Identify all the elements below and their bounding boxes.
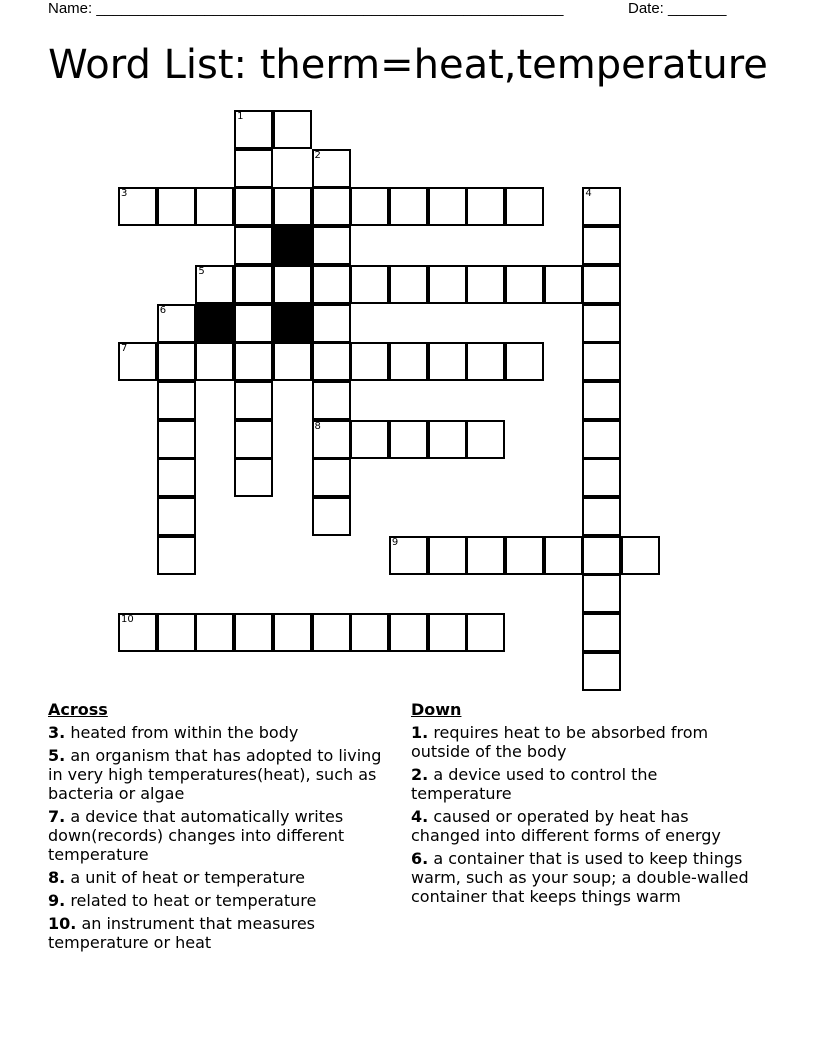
grid-cell[interactable] [505,265,544,304]
grid-cell[interactable] [234,149,273,188]
grid-cell[interactable] [273,342,312,381]
clue-number-label: 7 [121,343,128,355]
grid-cell[interactable] [312,149,351,188]
clue-text: a unit of heat or temperature [70,868,305,887]
grid-cell[interactable] [273,110,312,149]
grid-cell[interactable] [544,536,583,575]
grid-cell[interactable] [389,420,428,459]
clue-text: requires heat to be absorbed from outside of the body [411,723,709,761]
clue-number-label: 9 [391,536,399,548]
clue-across-5 [48,746,393,803]
down-heading: Down [411,700,462,719]
grid-cell[interactable] [157,458,196,497]
grid-black-cell [195,304,234,343]
grid-cell[interactable] [466,187,505,226]
grid-cell[interactable] [312,613,351,652]
clue-text: a device used to control the temperature [411,765,658,803]
grid-cell[interactable] [505,536,544,575]
clue-text: a device that automatically writes down(records) changes into different temperature [48,807,345,864]
clue-number: 5. [48,746,66,765]
across-heading: Across [48,700,108,719]
clue-number: 7. [48,807,66,826]
clue-number-label: 6 [159,304,167,316]
grid-cell[interactable] [466,613,505,652]
grid-cell[interactable] [389,613,428,652]
grid-cell[interactable] [582,652,621,691]
grid-cell[interactable] [234,458,273,497]
grid-cell[interactable] [428,613,467,652]
grid-cell[interactable] [157,613,196,652]
grid-cell[interactable] [312,497,351,536]
grid-cell[interactable] [234,381,273,420]
grid-cell[interactable] [157,420,196,459]
name-field[interactable]: Name: ________________________________________________________ [48,0,564,17]
clue-number: 2. [411,765,429,784]
grid-cell[interactable] [234,265,273,304]
clue-number-label: 2 [314,149,321,161]
grid-cell[interactable] [621,536,660,575]
grid-cell[interactable] [118,187,157,226]
clue-number-label: 5 [198,265,205,277]
grid-cell[interactable] [312,342,351,381]
grid-cell[interactable] [466,342,505,381]
clue-number-label: 8 [314,420,321,432]
clue-across-9 [48,891,393,910]
grid-cell[interactable] [312,265,351,304]
grid-cell[interactable] [582,187,621,226]
clue-number-label: 3 [121,188,128,200]
down-clues [411,700,756,910]
clue-down-6 [411,849,756,906]
grid-cell[interactable] [582,226,621,265]
grid-cell[interactable] [505,187,544,226]
grid-cell[interactable] [582,420,621,459]
grid-cell[interactable] [195,187,234,226]
grid-cell[interactable] [350,342,389,381]
clue-down-1 [411,723,756,761]
grid-cell[interactable] [195,613,234,652]
grid-cell[interactable] [389,265,428,304]
date-field[interactable]: Date: _______ [628,0,727,17]
grid-cell[interactable] [312,226,351,265]
grid-cell[interactable] [428,420,467,459]
grid-cell[interactable] [389,536,428,575]
grid-cell[interactable] [505,342,544,381]
grid-cell[interactable] [350,420,389,459]
grid-cell[interactable] [582,458,621,497]
grid-cell[interactable] [350,613,389,652]
grid-cell[interactable] [582,536,621,575]
clue-number-label: 1 [237,111,244,122]
grid-cell[interactable] [312,187,351,226]
grid-cell[interactable] [466,420,505,459]
clue-text: an organism that has adopted to living in very high temperatures(heat), such as bacteria or algae [48,746,382,803]
clue-down-4 [411,807,756,845]
grid-black-cell [273,304,312,343]
grid-cell[interactable] [312,381,351,420]
grid-cell[interactable] [157,342,196,381]
grid-cell[interactable] [428,265,467,304]
grid-black-cell [273,226,312,265]
grid-cell[interactable] [582,342,621,381]
grid-cell[interactable] [312,458,351,497]
grid-cell[interactable] [157,497,196,536]
page-title: Word List: therm=heat,temperature [48,42,768,88]
grid-cell[interactable] [234,613,273,652]
grid-cell[interactable] [273,265,312,304]
grid-cell[interactable] [582,265,621,304]
grid-cell[interactable] [157,536,196,575]
clue-across-7 [48,807,393,864]
clue-text: heated from within the body [70,723,299,742]
clue-number: 4. [411,807,429,826]
clue-text: an instrument that measures temperature or heat [48,914,316,952]
grid-cell[interactable] [195,265,234,304]
grid-cell[interactable] [234,226,273,265]
grid-cell[interactable] [234,342,273,381]
grid-cell[interactable] [273,187,312,226]
grid-cell[interactable] [234,304,273,343]
grid-cell[interactable] [582,613,621,652]
clue-text: related to heat or temperature [70,891,317,910]
grid-cell[interactable] [389,187,428,226]
clue-across-8 [48,868,393,887]
grid-cell[interactable] [389,342,428,381]
grid-cell[interactable] [428,536,467,575]
grid-cell[interactable] [157,304,196,343]
grid-cell[interactable] [157,381,196,420]
grid-cell[interactable] [582,304,621,343]
grid-cell[interactable] [466,265,505,304]
grid-cell[interactable] [350,265,389,304]
grid-cell[interactable] [234,187,273,226]
clue-number-label: 4 [585,188,592,200]
clue-across-10 [48,914,393,952]
clue-number: 3. [48,723,66,742]
clue-number: 1. [411,723,429,742]
grid-cell[interactable] [428,187,467,226]
grid-cell[interactable] [234,110,273,149]
clue-text: a container that is used to keep things warm, such as your soup; a double-walled container that keeps things warm [411,849,749,906]
grid-cell[interactable] [312,420,351,459]
grid-cell[interactable] [582,574,621,613]
grid-cell[interactable] [544,265,583,304]
clue-number: 10. [48,914,77,933]
clue-text: caused or operated by heat has changed into different forms of energy [411,807,721,845]
grid-cell[interactable] [466,536,505,575]
grid-cell[interactable] [273,613,312,652]
grid-cell[interactable] [350,187,389,226]
grid-cell[interactable] [582,381,621,420]
grid-cell[interactable] [157,187,196,226]
clue-down-2 [411,765,756,803]
clue-number: 9. [48,891,66,910]
grid-cell[interactable] [118,342,157,381]
grid-cell[interactable] [428,342,467,381]
grid-cell[interactable] [234,420,273,459]
grid-cell[interactable] [312,304,351,343]
grid-cell[interactable] [118,613,157,652]
clue-across-3 [48,723,393,742]
grid-cell[interactable] [582,497,621,536]
across-clues [48,700,393,956]
clue-number: 8. [48,868,66,887]
clue-number: 6. [411,849,429,868]
grid-cell[interactable] [195,342,234,381]
clue-number-label: 10 [121,614,134,626]
